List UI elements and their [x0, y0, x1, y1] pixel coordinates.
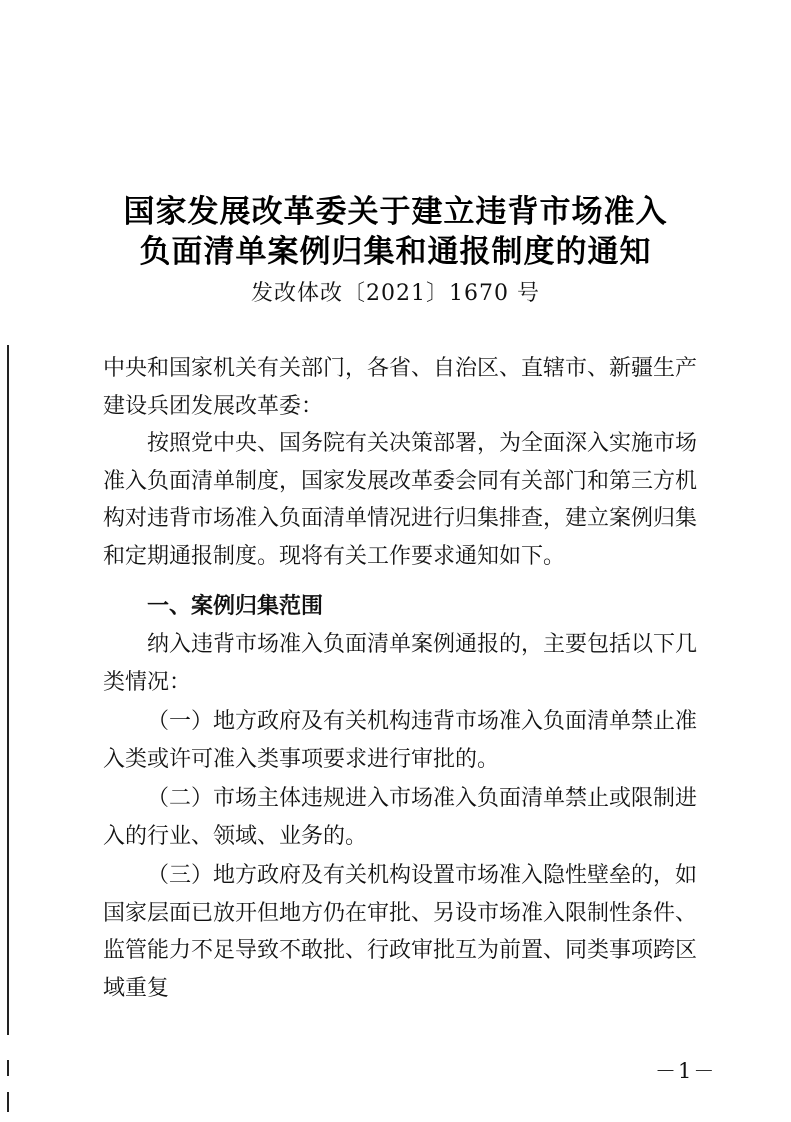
intro-paragraph: 按照党中央、国务院有关决策部署，为全面深入实施市场准入负面清单制度，国家发展改革委会同有关部门和第三方机构对违背市场准入负面清单情况进行归集排查，建立案例归集和定期通报制度。现将有关工作要求通知如下。 [103, 431, 698, 569]
scan-edge-line [7, 345, 9, 1035]
section-1-intro-paragraph: 纳入违背市场准入负面清单案例通报的，主要包括以下几类情况： [103, 632, 698, 695]
document-title-line-2: 负面清单案例归集和通报制度的通知 [139, 234, 652, 270]
scan-edge-mark [7, 1060, 9, 1076]
section-1-heading: 一、案例归集范围 [147, 594, 324, 619]
item-2-paragraph: （二）市场主体违规进入市场准入负面清单禁止或限制进入的行业、领域、业务的。 [103, 786, 698, 849]
document-title-line-1: 国家发展改革委关于建立违背市场准入 [123, 194, 668, 230]
page-number: －1－ [655, 1059, 717, 1083]
scan-edge-mark [7, 1092, 9, 1112]
document-number: 发改体改〔2021〕1670 号 [251, 281, 540, 306]
item-1-paragraph: （一）地方政府及有关机构违背市场准入负面清单禁止准入类或许可准入类事项要求进行审批的。 [103, 709, 698, 772]
addressee-paragraph: 中央和国家机关有关部门，各省、自治区、直辖市、新疆生产建设兵团发展改革委： [103, 356, 698, 419]
item-3-paragraph: （三）地方政府及有关机构设置市场准入隐性壁垒的，如国家层面已放开但地方仍在审批、另设市场准入限制性条件、监管能力不足导致不敢批、行政审批互为前置、同类事项跨区域重复 [103, 863, 698, 1001]
